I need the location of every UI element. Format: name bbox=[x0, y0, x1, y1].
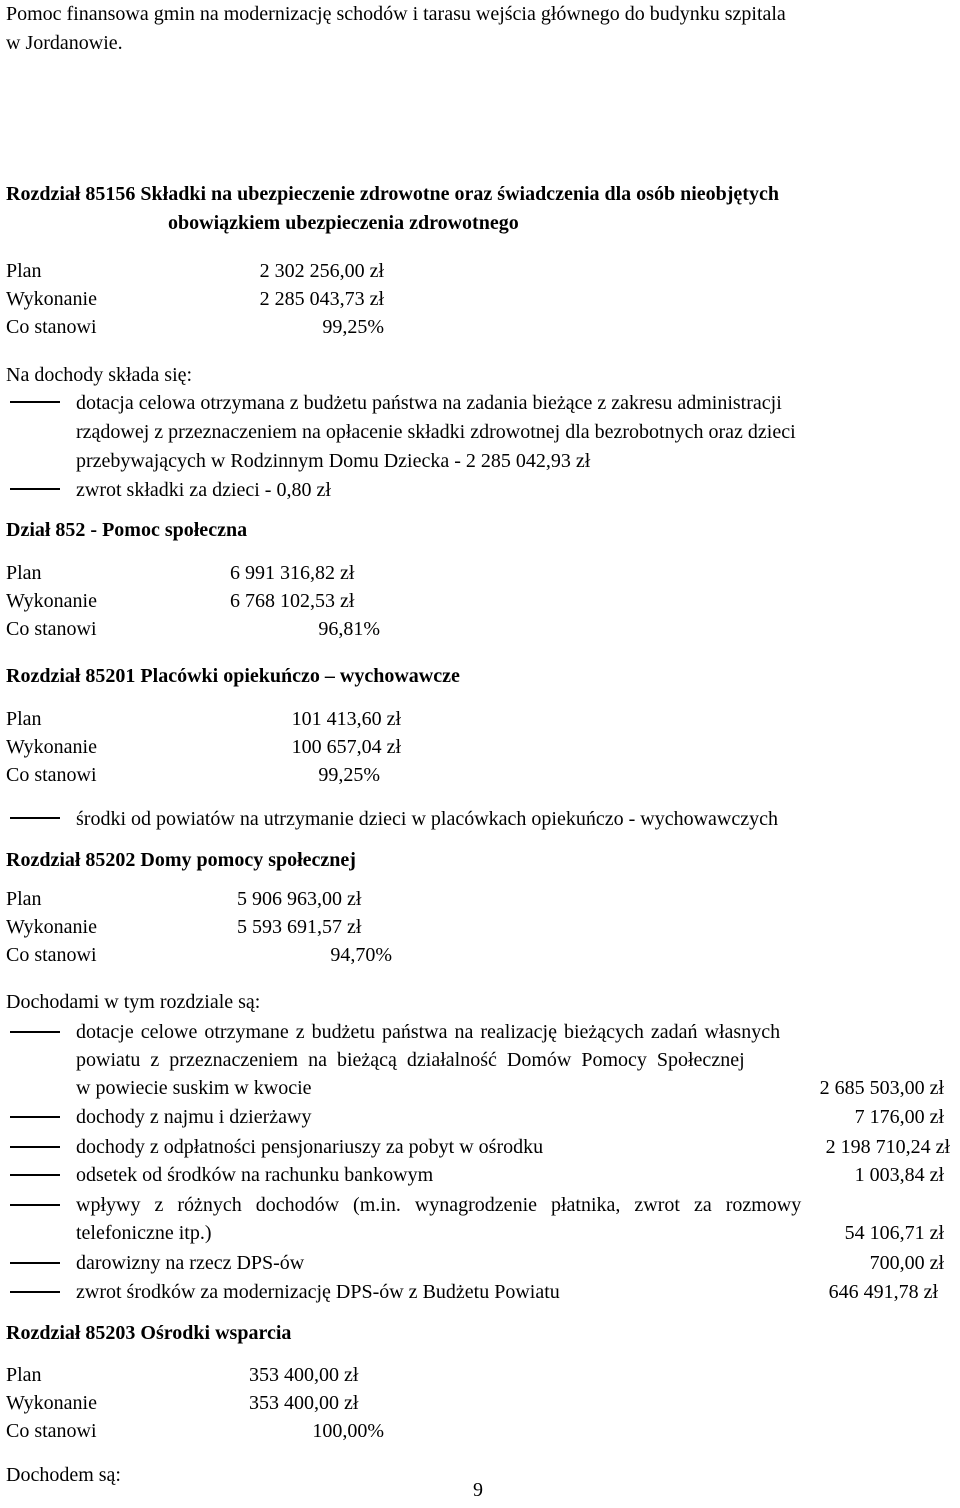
r85203-co-stanowi-label: Co stanowi bbox=[6, 1420, 97, 1442]
dash-icon bbox=[10, 1291, 60, 1293]
dash-icon bbox=[10, 1116, 60, 1118]
r85202-co-stanowi-label: Co stanowi bbox=[6, 944, 97, 966]
d852-plan-value: 6 991 316,82 zł bbox=[230, 562, 355, 584]
r85202-income-intro: Dochodami w tym rozdziale są: bbox=[6, 991, 261, 1013]
r85202-item-4: odsetek od środków na rachunku bankowym bbox=[76, 1164, 434, 1186]
dash-icon bbox=[10, 1174, 60, 1176]
r85201-wykonanie-label: Wykonanie bbox=[6, 736, 97, 758]
r85202-item-3: dochody z odpłatności pensjonariuszy za pobyt w ośrodku bbox=[76, 1136, 544, 1158]
r85156-item-2: zwrot składki za dzieci - 0,80 zł bbox=[76, 479, 331, 501]
d852-wykonanie-value: 6 768 102,53 zł bbox=[230, 590, 355, 612]
r85202-item-5-line-2: telefoniczne itp.) bbox=[76, 1222, 212, 1244]
r85156-co-stanowi-label: Co stanowi bbox=[6, 316, 97, 338]
r85202-item-2-amount: 7 176,00 zł bbox=[854, 1106, 944, 1128]
dash-icon bbox=[10, 488, 60, 490]
r85202-item-6: darowizny na rzecz DPS-ów bbox=[76, 1252, 305, 1274]
dash-icon bbox=[10, 1146, 60, 1148]
r85201-wykonanie-value: 100 657,04 zł bbox=[291, 736, 401, 758]
r85203-plan-label: Plan bbox=[6, 1364, 42, 1386]
dash-icon bbox=[10, 1262, 60, 1264]
r85201-plan-label: Plan bbox=[6, 708, 42, 730]
r85203-income-intro: Dochodem są: bbox=[6, 1464, 121, 1486]
r85202-item-5-line-1: wpływy z różnych dochodów (m.in. wynagrodzenie płatnika, zwrot za rozmowy bbox=[76, 1194, 802, 1216]
r85202-item-6-amount: 700,00 zł bbox=[869, 1252, 944, 1274]
r85202-item-1-line-2: powiatu z przeznaczeniem na bieżącą działalność Domów Pomocy Społecznej bbox=[76, 1049, 745, 1071]
r85202-item-7-amount: 646 491,78 zł bbox=[828, 1281, 938, 1303]
r85156-income-intro: Na dochody składa się: bbox=[6, 364, 193, 386]
r85156-item-1-line-1: dotacja celowa otrzymana z budżetu państwa na zadania bieżące z zakresu administracji bbox=[76, 392, 782, 414]
r85156-plan-label: Plan bbox=[6, 260, 42, 282]
r85201-heading: Rozdział 85201 Placówki opiekuńczo – wychowawcze bbox=[6, 665, 460, 687]
r85156-wykonanie-label: Wykonanie bbox=[6, 288, 97, 310]
r85202-item-3-amount: 2 198 710,24 zł bbox=[825, 1136, 950, 1158]
r85156-item-1-line-3: przebywających w Rodzinnym Domu Dziecka - 2 285 042,93 zł bbox=[76, 450, 591, 472]
r85202-item-4-amount: 1 003,84 zł bbox=[854, 1164, 944, 1186]
page-number: 9 bbox=[473, 1479, 483, 1501]
r85202-plan-value: 5 906 963,00 zł bbox=[237, 888, 362, 910]
r85201-item-1: środki od powiatów na utrzymanie dzieci w placówkach opiekuńczo - wychowawczych bbox=[76, 808, 778, 830]
r85156-item-1-line-2: rządowej z przeznaczeniem na opłacenie składki zdrowotnej dla bezrobotnych oraz dzieci bbox=[76, 421, 796, 443]
r85156-plan-value: 2 302 256,00 zł bbox=[259, 260, 384, 282]
d852-wykonanie-label: Wykonanie bbox=[6, 590, 97, 612]
r85202-plan-label: Plan bbox=[6, 888, 42, 910]
dash-icon bbox=[10, 401, 60, 403]
r85202-item-1-line-3: w powiecie suskim w kwocie bbox=[76, 1077, 312, 1099]
r85156-heading-2: obowiązkiem ubezpieczenia zdrowotnego bbox=[168, 212, 519, 234]
r85156-heading-1: Rozdział 85156 Składki na ubezpieczenie zdrowotne oraz świadczenia dla osób nieobjętych bbox=[6, 183, 779, 205]
d852-heading: Dział 852 - Pomoc społeczna bbox=[6, 519, 248, 541]
r85202-item-1-amount: 2 685 503,00 zł bbox=[819, 1077, 944, 1099]
r85202-item-5-amount: 54 106,71 zł bbox=[844, 1222, 944, 1244]
d852-plan-label: Plan bbox=[6, 562, 42, 584]
dash-icon bbox=[10, 1204, 60, 1206]
r85203-heading: Rozdział 85203 Ośrodki wsparcia bbox=[6, 1322, 292, 1344]
r85202-heading: Rozdział 85202 Domy pomocy społecznej bbox=[6, 849, 356, 871]
r85203-plan-value: 353 400,00 zł bbox=[249, 1364, 359, 1386]
d852-co-stanowi-value: 96,81% bbox=[318, 618, 380, 640]
r85202-item-1-line-1: dotacje celowe otrzymane z budżetu państwa na realizację bieżących zadań własnych bbox=[76, 1021, 781, 1043]
r85202-wykonanie-value: 5 593 691,57 zł bbox=[237, 916, 362, 938]
intro-line-1: Pomoc finansowa gmin na modernizację schodów i tarasu wejścia głównego do budynku szpitala bbox=[6, 3, 786, 25]
r85203-wykonanie-value: 353 400,00 zł bbox=[249, 1392, 359, 1414]
r85202-co-stanowi-value: 94,70% bbox=[330, 944, 392, 966]
r85201-co-stanowi-value: 99,25% bbox=[318, 764, 380, 786]
r85156-wykonanie-value: 2 285 043,73 zł bbox=[259, 288, 384, 310]
r85201-co-stanowi-label: Co stanowi bbox=[6, 764, 97, 786]
r85202-wykonanie-label: Wykonanie bbox=[6, 916, 97, 938]
dash-icon bbox=[10, 817, 60, 819]
intro-line-2: w Jordanowie. bbox=[6, 32, 123, 54]
r85202-item-7: zwrot środków za modernizację DPS-ów z Budżetu Powiatu bbox=[76, 1281, 560, 1303]
d852-co-stanowi-label: Co stanowi bbox=[6, 618, 97, 640]
r85201-plan-value: 101 413,60 zł bbox=[291, 708, 401, 730]
dash-icon bbox=[10, 1031, 60, 1033]
r85203-wykonanie-label: Wykonanie bbox=[6, 1392, 97, 1414]
r85156-co-stanowi-value: 99,25% bbox=[322, 316, 384, 338]
r85202-item-2: dochody z najmu i dzierżawy bbox=[76, 1106, 312, 1128]
r85203-co-stanowi-value: 100,00% bbox=[312, 1420, 384, 1442]
